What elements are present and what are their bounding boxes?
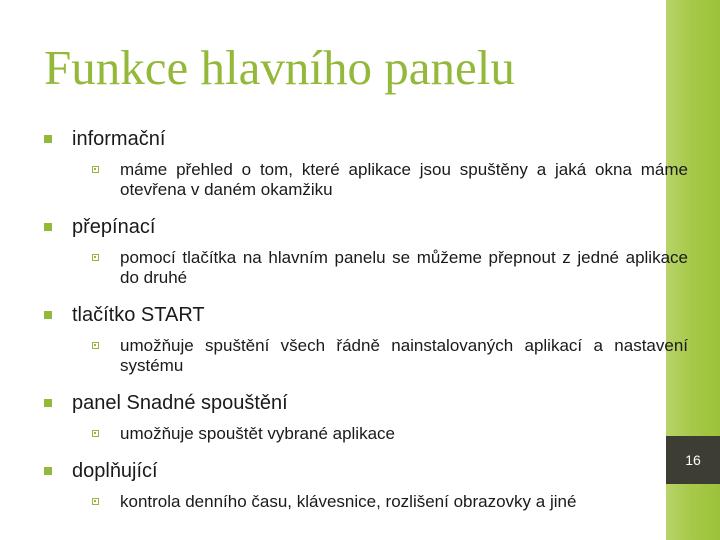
sub-bullet-item [92,160,688,200]
hollow-square-bullet-icon [92,498,99,505]
sub-bullet-item [92,492,688,512]
square-bullet-icon [44,399,52,407]
hollow-square-bullet-icon [92,254,99,261]
bullet-item-snadne-spousteni [44,390,644,444]
sub-bullet-text: pomocí tlačítka na hlavním panelu se můžeme přepnout z jedné aplikace do druhé [120,248,688,287]
bullet-label: tlačítko START [72,304,205,326]
bullet-label: doplňující [72,460,158,482]
bullet-label: panel Snadné spouštění [72,392,288,414]
sub-bullet-item [92,424,688,444]
bullet-label: přepínací [72,216,156,238]
sub-bullet-text: umožňuje spouštět vybrané aplikace [120,424,395,443]
bullet-item-informacni [44,126,688,200]
square-bullet-icon [44,223,52,231]
sub-bullet-text: máme přehled o tom, které aplikace jsou spuštěny a jaká okna máme otevřena v daném okamžiku [120,160,688,199]
bullet-label: informační [72,128,166,150]
page-number-badge: 16 [666,436,720,484]
hollow-square-bullet-icon [92,342,99,349]
sub-bullet-item [92,248,688,288]
sub-bullet-item [92,336,688,376]
hollow-square-bullet-icon [92,166,99,173]
bullet-item-doplnujici [44,458,644,512]
bullet-item-start [44,302,688,376]
square-bullet-icon [44,311,52,319]
slide-title: Funkce hlavního panelu [44,40,515,95]
square-bullet-icon [44,467,52,475]
square-bullet-icon [44,135,52,143]
sub-bullet-text: umožňuje spuštění všech řádně nainstalovaných aplikací a nastavení systému [120,336,688,375]
bullet-item-prepinaci [44,214,688,288]
hollow-square-bullet-icon [92,430,99,437]
sub-bullet-text: kontrola denního času, klávesnice, rozlišení obrazovky a jiné [120,492,577,511]
bullet-list [44,126,688,526]
